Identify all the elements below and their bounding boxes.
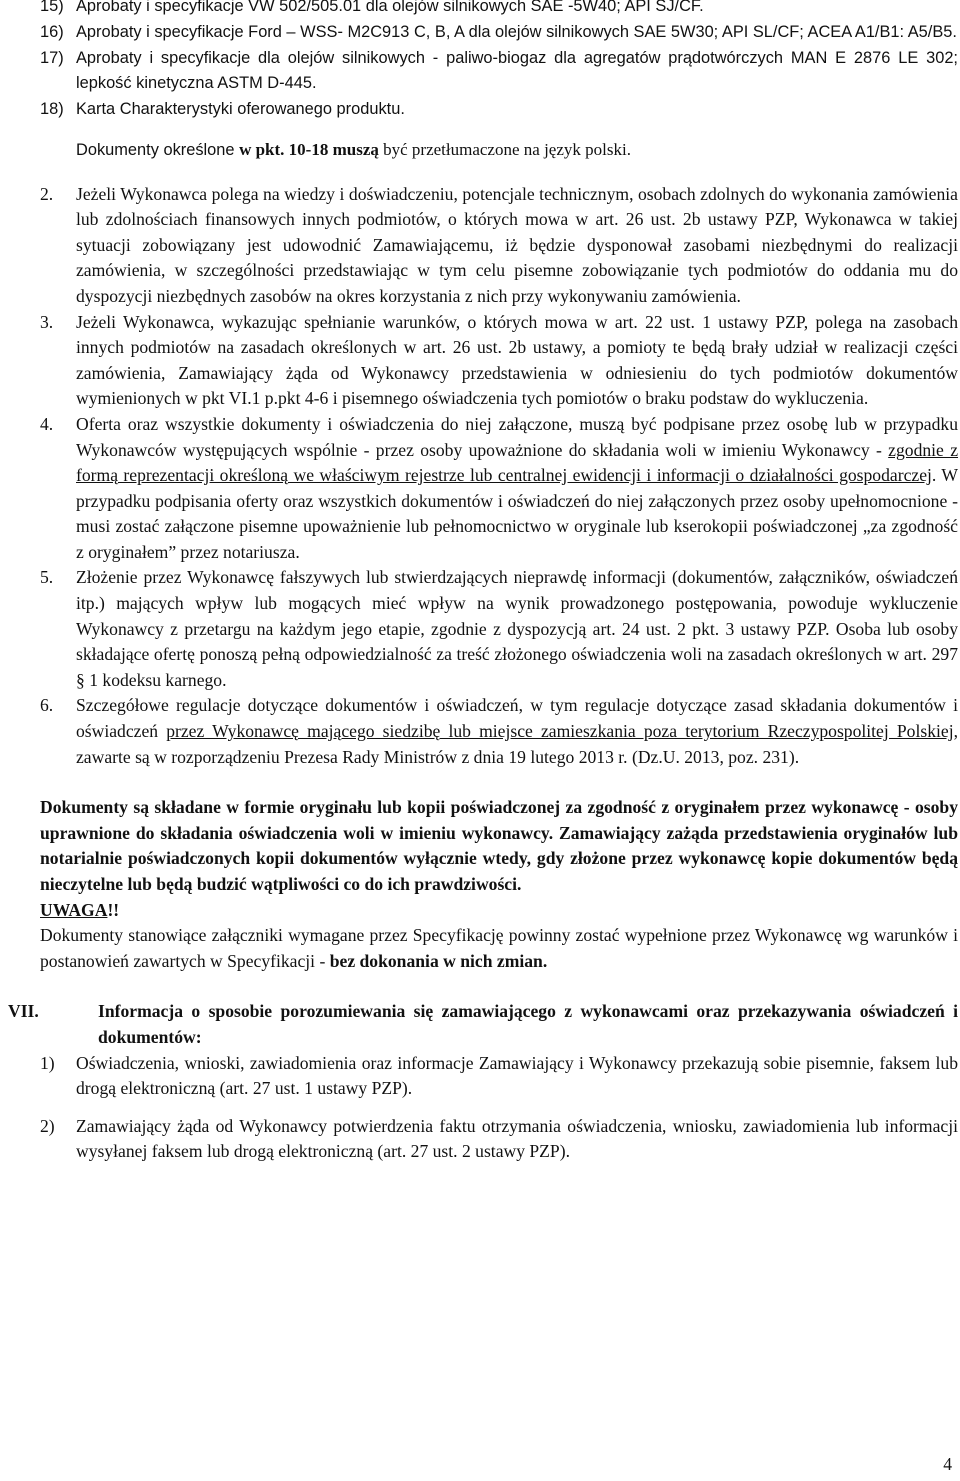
underlined-phrase: zgodnie z formą reprezentacji określoną we właściwym rejestrze lub centralnej ewidencji i informacji o działalności gospodarczej [76, 439, 959, 486]
warning-label: UWAGA [40, 899, 108, 920]
item-number: 6. [40, 695, 54, 716]
item-text: Jeżeli Wykonawca polega na wiedzy i doświadczeniu, potencjale technicznym, osobach zdolnych do wykonania zamówienia lub zdolnościach finansowych innych podmiotów, o których mowa w art. 26 ust. 2b ustawy PZP, Wykonawca w takiej sytuacji zobowiązany jest udowodnić Zamawiającemu, iż będzie dysponował zasobami niezbędnymi do realizacji zamówienia, w szczególności przedstawiając w tym celu pisemne zobowiązanie tych podmiotów do oddania mu do dyspozycji niezbędnych zasobów na okres korzystania z nich przy wykonywaniu zamówienia. [76, 183, 958, 306]
list-item [40, 0, 958, 20]
item-text: Aprobaty i specyfikacje VW 502/505.01 dla olejów silnikowych SAE -5W40; API SJ/CF. [76, 0, 704, 15]
list-item-5: 5. Złożenie przez Wykonawcę fałszywych lub stwierdzających nieprawdę informacji (dokumentów, załączników, oświadczeń itp.) mających wpływ lub mogących mieć wpływ na wynik prowadzonego postępowania, powoduje wykluczenie Wykonawcy z przetargu na każdym jego etapie, zgodnie z dyspozycją art. 24 ust. 2 pkt. 3 ustawy PZP. Osoba lub osoby składające ofertę ponoszą pełną odpowiedzialność za treść złożonego oświadczenia woli na zasadach określonych w art. 297 § 1 kodeksu karnego. [40, 567, 958, 690]
item-number: 3. [40, 311, 54, 332]
list-item [40, 97, 958, 123]
item-text: Karta Charakterystyki oferowanego produktu. [76, 100, 405, 119]
list-item-3 [40, 310, 958, 412]
item-number: 4. [40, 413, 54, 434]
list-item-2 [40, 182, 958, 310]
section-number: VII. [8, 1001, 39, 1022]
list-item-4: 4. Oferta oraz wszystkie dokumenty i oświadczenia do niej załączone, muszą być podpisane przez osobę lub w przypadku Wykonawców występujących wspólnie - przez osoby upoważnione do składania woli w imieniu Wykonawcy - zgodnie z formą reprezentacji określoną we właściwym rejestrze lub centralnej ewidencji i informacji o działalności gospodarczej. W przypadku podpisania oferty oraz wszystkich dokumentów i oświadczeń do niej załączonych przez osoby upełnomocnione - musi zostać załączone pisemne upoważnienie lub pełnomocnictwo w oryginale lub kserokopii poświadczonej „za zgodność z oryginałem” przez notariusza. [40, 413, 959, 562]
list-item [40, 1051, 958, 1102]
document-page [8, 0, 959, 1165]
item-text: Oświadczenia, wnioski, zawiadomienia oraz informacje Zamawiający i Wykonawcy przekazują sobie pisemnie, faksem lub drogą elektroniczną (art. 27 ust. 1 ustawy PZP). [76, 1052, 958, 1099]
warning-heading: UWAGA!! [40, 899, 120, 920]
item-number: 1) [40, 1052, 55, 1073]
item-number: 5. [40, 567, 54, 588]
item-number: 15) [40, 0, 64, 15]
page-number: 4 [943, 1454, 952, 1474]
list-item-6: 6. Szczegółowe regulacje dotyczące dokumentów i oświadczeń, w tym regulacje dotyczące zasad składania dokumentów i oświadczeń przez Wykonawcę mającego siedzibę lub miejsce zamieszkania poza terytorium Rzeczypospolitej Polskiej, zawarte są w rozporządzeniu Prezesa Rady Ministrów z dnia 19 lutego 2013 r. (Dz.U. 2013, poz. 231). [40, 695, 959, 767]
list-item [40, 20, 958, 46]
item-text: Aprobaty i specyfikacje dla olejów silnikowych - paliwo-biogaz dla agregatów prądotwórczych MAN E 2876 LE 302; lepkość kinetyczna ASTM D-445. [76, 48, 958, 93]
warning-text: Dokumenty stanowiące załączniki wymagane przez Specyfikację powinny zostać wypełnione przez Wykonawcę wg warunków i postanowień zawartych w Specyfikacji - bez dokonania w nich zmian. [40, 925, 958, 971]
spec-list [40, 0, 958, 123]
section-sign: § [76, 669, 85, 690]
list-item [40, 46, 958, 98]
item-number: 17) [40, 48, 64, 67]
list-item [40, 1114, 958, 1165]
section-title: Informacja o sposobie porozumiewania się zamawiającego z wykonawcami oraz przekazywania oświadczeń i dokumentów: [98, 1001, 958, 1047]
item-number: 2) [40, 1115, 55, 1136]
item-number: 2. [40, 183, 54, 204]
item-text: Jeżeli Wykonawca, wykazując spełnianie warunków, o których mowa w art. 22 ust. 1 ustawy PZP, polega na zasobach innych podmiotów na zasadach określonych w art. 26 ust. 2b ustawy, a pomioty te będą brały udział w realizacji części zamówienia, Zamawiający żąda od Wykonawcy przedstawienia w odniesieniu do tych podmiotów dokumentów wymienionych w pkt VI.1 p.pkt 4-6 i pisemnego oświadczenia tych pomiotów o braku podstaw do wykluczenia. [76, 311, 958, 409]
section-heading [8, 999, 958, 1050]
item-number: 16) [40, 22, 64, 41]
section-list [40, 1051, 958, 1165]
underlined-phrase: przez Wykonawcę mającego siedzibę lub miejsce zamieszkania poza terytorium Rzeczypospolitej Polskiej [166, 721, 954, 742]
item-text: Aprobaty i specyfikacje Ford – WSS- M2C913 C, B, A dla olejów silnikowych SAE 5W30; API SL/CF; ACEA A1/B1: A5/B5. [76, 22, 957, 41]
translation-note: Dokumenty określone w pkt. 10-18 muszą być przetłumaczone na język polski. [76, 139, 631, 159]
item-text: Zamawiający żąda od Wykonawcy potwierdzenia faktu otrzymania oświadczenia, wniosku, zawiadomienia lub informacji wysyłanej faksem lub drogą elektroniczną (art. 27 ust. 2 ustawy PZP). [76, 1115, 958, 1162]
item-number: 18) [40, 100, 64, 119]
bold-paragraph: Dokumenty są składane w formie oryginału lub kopii poświadczonej za zgodność z oryginałem przez wykonawcę - osoby uprawnione do składania oświadczenia woli w imieniu wykonawcy. Zamawiający zażąda przedstawienia oryginałów lub notarialnie poświadczonych kopii dokumentów wyłącznie wtedy, gdy złożone przez wykonawcę kopie dokumentów będą nieczytelne lub będą budzić wątpliwości co do ich prawdziwości. [40, 797, 958, 895]
numbered-list [40, 182, 958, 771]
